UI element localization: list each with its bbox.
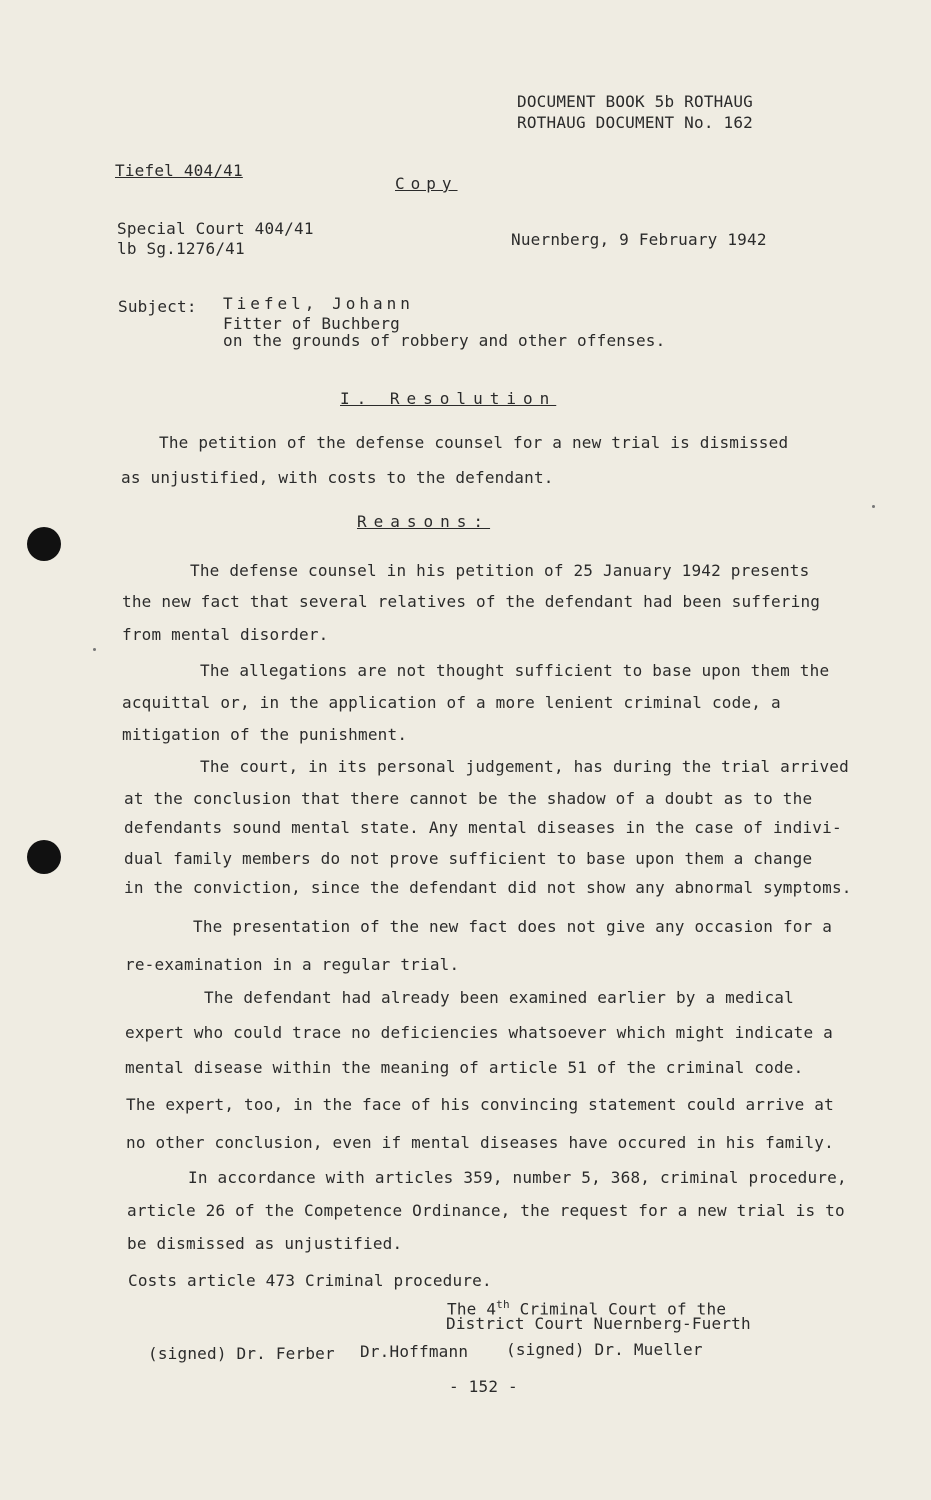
body-line: be dismissed as unjustified. xyxy=(127,1234,403,1253)
subject-line-2: Fitter of Buchberg xyxy=(223,314,400,333)
body-line: The expert, too, in the face of his convincing statement could arrive at xyxy=(126,1095,834,1114)
body-line: no other conclusion, even if mental diseases have occured in his family. xyxy=(126,1133,834,1152)
body-line: the new fact that several relatives of the defendant had been suffering xyxy=(122,592,821,611)
resolution-heading: I. Resolution xyxy=(340,389,557,408)
body-line: The defendant had already been examined earlier by a medical xyxy=(204,988,794,1007)
costs-line: Costs article 473 Criminal procedure. xyxy=(128,1271,492,1290)
body-line: The presentation of the new fact does not give any occasion for a xyxy=(193,917,833,936)
place-date: Nuernberg, 9 February 1942 xyxy=(511,230,767,249)
signature-hoffmann: Dr.Hoffmann xyxy=(360,1342,469,1361)
signature-ferber: (signed) Dr. Ferber xyxy=(148,1344,335,1363)
body-line: re-examination in a regular trial. xyxy=(125,955,460,974)
body-line: The allegations are not thought sufficient to base upon them the xyxy=(200,661,830,680)
body-line: dual family members do not prove sufficient to base upon them a change xyxy=(124,849,813,868)
copy-label: Copy xyxy=(395,174,458,193)
body-line: defendants sound mental state. Any mental diseases in the case of indivi- xyxy=(124,818,842,837)
subject-name: Tiefel, Johann xyxy=(223,294,414,313)
body-line: mitigation of the punishment. xyxy=(122,725,408,744)
document-book-label: DOCUMENT BOOK 5b ROTHAUG xyxy=(517,92,753,111)
court-reference-2: lb Sg.1276/41 xyxy=(117,239,245,258)
page-number: - 152 - xyxy=(449,1377,518,1396)
paper-speck xyxy=(872,505,875,508)
body-line: The court, in its personal judgement, has during the trial arrived xyxy=(200,757,849,776)
file-reference: Tiefel 404/41 xyxy=(115,161,243,180)
body-line: expert who could trace no deficiencies whatsoever which might indicate a xyxy=(125,1023,833,1042)
body-line: acquittal or, in the application of a more lenient criminal code, a xyxy=(122,693,781,712)
body-line: at the conclusion that there cannot be the shadow of a doubt as to the xyxy=(124,789,813,808)
subject-label: Subject: xyxy=(118,297,197,316)
body-line: from mental disorder. xyxy=(122,625,329,644)
punch-hole-top xyxy=(27,527,61,561)
body-line: in the conviction, since the defendant did not show any abnormal symptoms. xyxy=(124,878,852,897)
court-reference-1: Special Court 404/41 xyxy=(117,219,314,238)
signature-mueller: (signed) Dr. Mueller xyxy=(506,1340,703,1359)
body-line: mental disease within the meaning of article 51 of the criminal code. xyxy=(125,1058,804,1077)
resolution-text-line: The petition of the defense counsel for a new trial is dismissed xyxy=(159,433,789,452)
body-line: article 26 of the Competence Ordinance, the request for a new trial is to xyxy=(127,1201,845,1220)
document-number-label: ROTHAUG DOCUMENT No. 162 xyxy=(517,113,753,132)
subject-line-3: on the grounds of robbery and other offenses. xyxy=(223,331,666,350)
court-signature-line-1: The 4th Criminal Court of the xyxy=(447,1298,727,1319)
punch-hole-bottom xyxy=(27,840,61,874)
body-line: In accordance with articles 359, number 5, 368, criminal procedure, xyxy=(188,1168,847,1187)
court-signature-line-2: District Court Nuernberg-Fuerth xyxy=(446,1314,751,1333)
body-line: The defense counsel in his petition of 25 January 1942 presents xyxy=(190,561,810,580)
resolution-text-line: as unjustified, with costs to the defendant. xyxy=(121,468,554,487)
reasons-heading: Reasons: xyxy=(357,512,491,531)
paper-speck xyxy=(93,648,96,651)
